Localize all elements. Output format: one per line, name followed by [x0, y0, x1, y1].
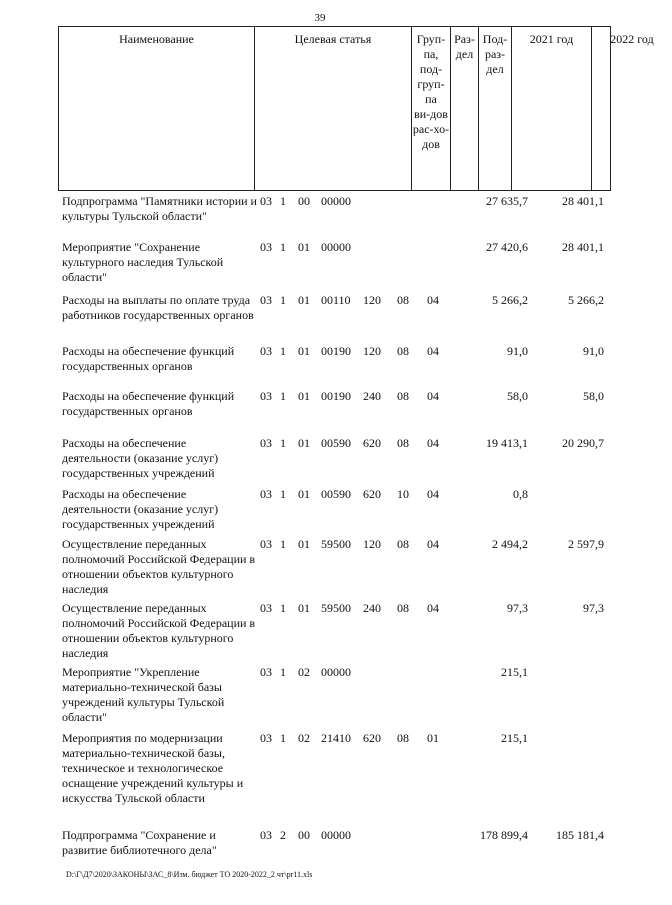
row-target-subprogram: 1: [280, 436, 286, 450]
row-target-program: 03: [260, 194, 272, 208]
row-target-code: 00000: [321, 665, 351, 679]
row-value-2021: 178 899,4: [480, 828, 528, 842]
header-2022: 2022 год: [610, 32, 654, 46]
row-section: 08: [397, 731, 409, 745]
row-target-code: 00190: [321, 344, 351, 358]
row-name: Расходы на обеспечение функций государственных органов: [62, 344, 235, 373]
row-target-subprogram: 1: [280, 601, 286, 615]
row-target-code: 00000: [321, 194, 351, 208]
row-subsection: 04: [427, 436, 439, 450]
row-target-subprogram: 1: [280, 389, 286, 403]
row-section: 08: [397, 601, 409, 615]
row-target-event: 01: [298, 601, 310, 615]
row-target-subprogram: 2: [280, 828, 286, 842]
row-target-program: 03: [260, 293, 272, 307]
row-value-2021: 91,0: [507, 344, 528, 358]
row-target-code: 00110: [321, 293, 351, 307]
row-target-program: 03: [260, 537, 272, 551]
row-value-2021: 2 494,2: [492, 537, 528, 551]
table-header: [58, 26, 654, 191]
row-target-event: 01: [298, 487, 310, 501]
row-value-2022: 185 181,4: [556, 828, 604, 842]
row-name: Мероприятия по модернизации материально-технической базы, техническое и технологическое оснащение учреждений культуры и искусства Тульской области: [62, 731, 244, 805]
header-section: [451, 27, 479, 190]
row-expense-group: 120: [363, 293, 381, 307]
header-subsection: [479, 27, 512, 190]
row-value-2022: 5 266,2: [568, 293, 604, 307]
row-name: Расходы на выплаты по оплате труда работников государственных органов: [62, 293, 254, 322]
row-target-code: 00590: [321, 487, 351, 501]
header-group: [412, 27, 451, 190]
row-subsection: 04: [427, 344, 439, 358]
header-2021: 2021 год: [512, 27, 592, 190]
row-value-2021: 27 420,6: [486, 240, 528, 254]
row-value-2022: 58,0: [583, 389, 604, 403]
row-value-2022: 28 401,1: [562, 240, 604, 254]
row-target-code: 59500: [321, 601, 351, 615]
row-subsection: 04: [427, 537, 439, 551]
row-target-program: 03: [260, 240, 272, 254]
row-target-subprogram: 1: [280, 731, 286, 745]
row-target-event: 01: [298, 436, 310, 450]
row-value-2021: 97,3: [507, 601, 528, 615]
row-target-code: 59500: [321, 537, 351, 551]
header-subsection-text: Под-раз-дел: [482, 32, 508, 76]
row-target-program: 03: [260, 828, 272, 842]
row-target-subprogram: 1: [280, 665, 286, 679]
row-subsection: 04: [427, 487, 439, 501]
row-value-2022: 28 401,1: [562, 194, 604, 208]
row-expense-group: 620: [363, 731, 381, 745]
row-section: 08: [397, 389, 409, 403]
row-target-event: 02: [298, 731, 310, 745]
row-section: 08: [397, 537, 409, 551]
row-target-event: 01: [298, 537, 310, 551]
row-target-code: 00590: [321, 436, 351, 450]
row-value-2021: 0,8: [513, 487, 528, 501]
row-value-2021: 27 635,7: [486, 194, 528, 208]
row-subsection: 04: [427, 601, 439, 615]
row-name: Расходы на обеспечение функций государственных органов: [62, 389, 235, 418]
header-section-text: Раз-дел: [454, 32, 475, 61]
row-value-2021: 5 266,2: [492, 293, 528, 307]
row-target-code: 00000: [321, 828, 351, 842]
header-name: Наименование: [59, 27, 255, 190]
row-target-event: 01: [298, 240, 310, 254]
row-subsection: 01: [427, 731, 439, 745]
row-target-event: 01: [298, 293, 310, 307]
row-name: Расходы на обеспечение деятельности (оказание услуг) государственных учреждений: [62, 487, 219, 531]
row-target-event: 00: [298, 828, 310, 842]
row-name: Осуществление переданных полномочий Российской Федерации в отношении объектов культурного наследия: [62, 537, 256, 596]
row-value-2022: 97,3: [583, 601, 604, 615]
row-name: Подпрограмма "Памятники истории и культуры Тульской области": [62, 194, 257, 223]
page-number: 39: [314, 12, 326, 24]
row-target-subprogram: 1: [280, 344, 286, 358]
row-value-2022: 91,0: [583, 344, 604, 358]
row-target-code: 21410: [321, 731, 351, 745]
row-value-2021: 215,1: [501, 731, 528, 745]
row-expense-group: 620: [363, 487, 381, 501]
row-name: Мероприятие "Сохранение культурного наследия Тульской области": [62, 240, 224, 284]
row-target-subprogram: 1: [280, 293, 286, 307]
row-target-subprogram: 1: [280, 194, 286, 208]
row-section: 08: [397, 344, 409, 358]
row-section: 10: [397, 487, 409, 501]
row-target-code: 00190: [321, 389, 351, 403]
row-value-2021: 215,1: [501, 665, 528, 679]
header-group-text: Груп-па, под-груп-па ви-дов рас-хо-дов: [412, 32, 450, 151]
row-target-program: 03: [260, 487, 272, 501]
row-expense-group: 240: [363, 389, 381, 403]
row-target-program: 03: [260, 436, 272, 450]
row-target-subprogram: 1: [280, 240, 286, 254]
row-expense-group: 120: [363, 537, 381, 551]
row-target-event: 01: [298, 389, 310, 403]
row-name: Расходы на обеспечение деятельности (оказание услуг) государственных учреждений: [62, 436, 219, 480]
row-target-program: 03: [260, 601, 272, 615]
row-target-event: 02: [298, 665, 310, 679]
row-target-program: 03: [260, 344, 272, 358]
row-target-subprogram: 1: [280, 487, 286, 501]
header-target: Целевая статья: [255, 27, 412, 190]
row-target-program: 03: [260, 731, 272, 745]
row-target-program: 03: [260, 665, 272, 679]
row-name: Мероприятие "Укрепление материально-технической базы учреждений культуры Тульской области": [62, 665, 225, 724]
row-value-2022: 2 597,9: [568, 537, 604, 551]
file-path-footer: D:\Г\Д7\2020\ЗАКОНЫ\ЗАС_8\Изм. бюджет ТО 2020-2022_2 чт\pr11.xls: [66, 870, 313, 879]
row-section: 08: [397, 436, 409, 450]
row-name: Подпрограмма "Сохранение и развитие библиотечного дела": [62, 828, 217, 857]
row-expense-group: 120: [363, 344, 381, 358]
row-name: Осуществление переданных полномочий Российской Федерации в отношении объектов культурного наследия: [62, 601, 256, 660]
row-section: 08: [397, 293, 409, 307]
row-expense-group: 240: [363, 601, 381, 615]
row-value-2021: 19 413,1: [486, 436, 528, 450]
row-value-2022: 20 290,7: [562, 436, 604, 450]
row-subsection: 04: [427, 293, 439, 307]
row-target-code: 00000: [321, 240, 351, 254]
row-target-event: 00: [298, 194, 310, 208]
row-target-event: 01: [298, 344, 310, 358]
row-expense-group: 620: [363, 436, 381, 450]
row-target-program: 03: [260, 389, 272, 403]
row-target-subprogram: 1: [280, 537, 286, 551]
row-value-2021: 58,0: [507, 389, 528, 403]
row-subsection: 04: [427, 389, 439, 403]
